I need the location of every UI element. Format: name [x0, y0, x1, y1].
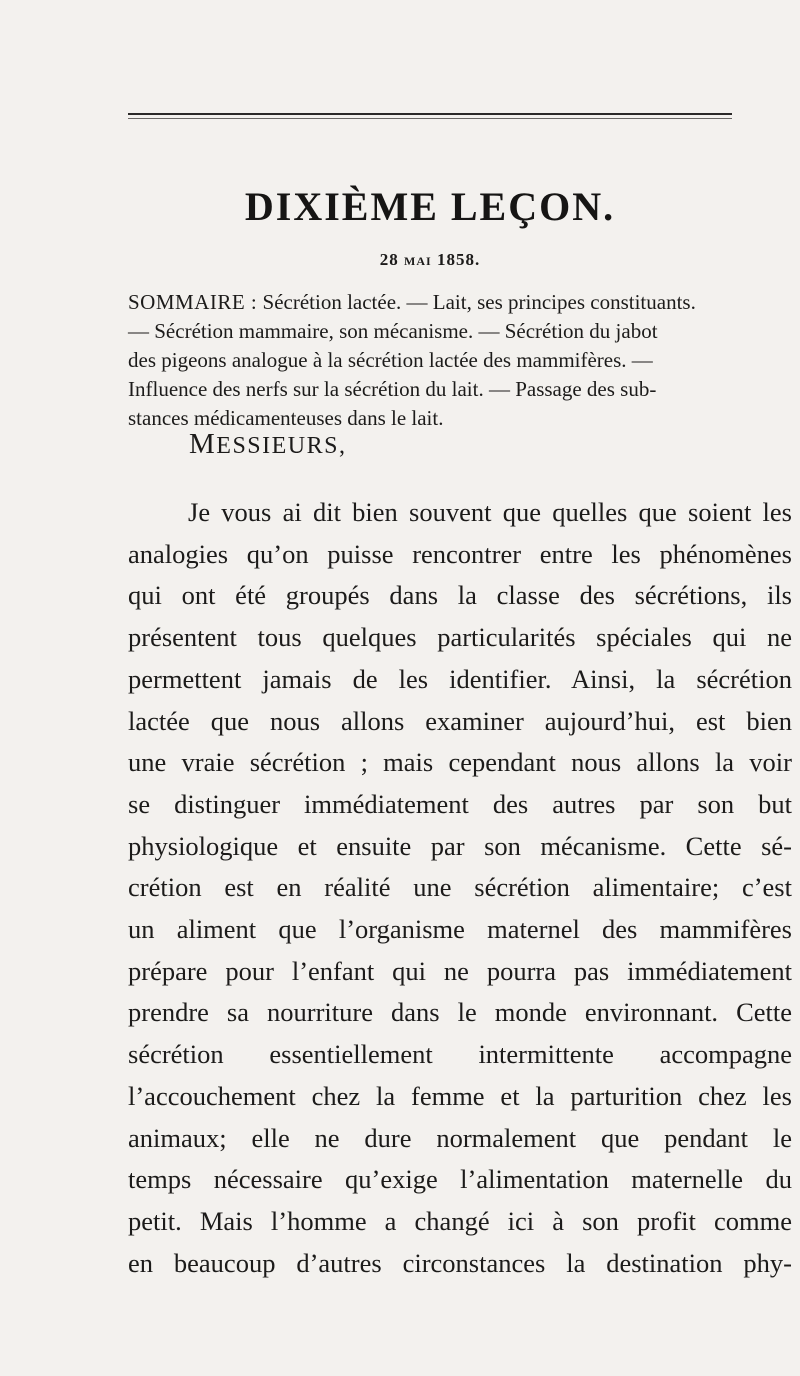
body-paragraph — [128, 492, 792, 1284]
body-line: présentent tous quelques particularités spéciales qui ne — [128, 622, 792, 653]
body-line: l’accouchement chez la femme et la parturition chez les — [128, 1080, 792, 1111]
date-year: 1858. — [436, 250, 481, 269]
date-day: 28 — [379, 250, 399, 269]
body-line: permettent jamais de les identifier. Ainsi, la sécrétion — [128, 663, 792, 694]
body-line: une vraie sécrétion ; mais cependant nous allons la voir — [128, 747, 792, 778]
body-line: Je vous ai dit bien souvent que quelles que soient les — [188, 497, 792, 527]
lecture-title: DIXIÈME LEÇON. — [244, 184, 616, 229]
lecture-date — [30, 250, 800, 270]
body-line: analogies qu’on puisse rencontrer entre les phénomènes — [128, 538, 792, 569]
body-line: un aliment que l’organisme maternel des mammifères — [128, 914, 792, 945]
body-line: temps nécessaire qu’exige l’alimentation maternelle du — [128, 1164, 792, 1195]
body-line: en beaucoup d’autres circonstances la destination phy- — [128, 1247, 792, 1278]
body-line: animaux; elle ne dure normalement que pendant le — [128, 1122, 792, 1153]
summary-line — [128, 288, 792, 317]
salutation-rest: ESSIEURS, — [216, 433, 347, 459]
summary-line: des pigeons analogue à la sécrétion lactée des mammifères. — — [128, 348, 653, 372]
salutation — [189, 428, 347, 461]
summary-line-text: Sécrétion lactée. — Lait, ses principes constituants. — [262, 290, 696, 314]
summary-block — [128, 288, 792, 433]
summary-line: — Sécrétion mammaire, son mécanisme. — Sécrétion du jabot — [128, 319, 658, 343]
body-line: physiologique et ensuite par son mécanisme. Cette sé- — [128, 830, 792, 861]
body-line: sécrétion essentiellement intermittente accompagne — [128, 1039, 792, 1070]
summary-line: stances médicamenteuses dans le lait. — [128, 406, 444, 430]
summary-label: SOMMAIRE : — [128, 290, 258, 314]
body-line: crétion est en réalité une sécrétion alimentaire; c’est — [128, 872, 792, 903]
header-rule — [128, 113, 732, 115]
body-line: prendre sa nourriture dans le monde environnant. Cette — [128, 997, 792, 1028]
header-rule-thin — [128, 118, 732, 119]
body-line: qui ont été groupés dans la classe des sécrétions, ils — [128, 580, 792, 611]
body-line: se distinguer immédiatement des autres par son but — [128, 788, 792, 819]
body-line: lactée que nous allons examiner aujourd’hui, est bien — [128, 705, 792, 736]
summary-line: Influence des nerfs sur la sécrétion du lait. — Passage des sub- — [128, 377, 657, 401]
body-line: prépare pour l’enfant qui ne pourra pas immédiatement — [128, 955, 792, 986]
salutation-initial: M — [189, 428, 217, 460]
date-month: MAI — [404, 254, 432, 268]
body-line: petit. Mais l’homme a changé ici à son profit comme — [128, 1205, 792, 1236]
